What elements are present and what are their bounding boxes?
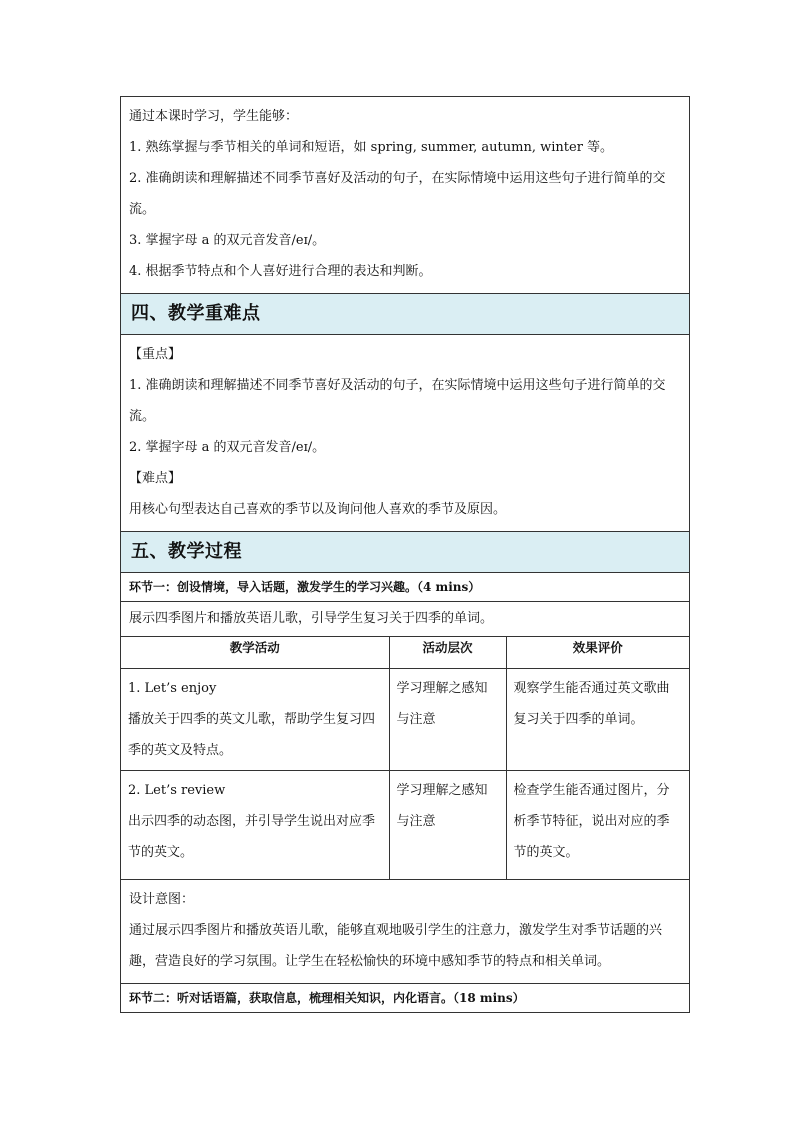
evaluation-text: 检查学生能否通过图片，分析季节特征，说出对应的季节的英文。	[513, 783, 670, 860]
column-header: 活动层次	[389, 637, 506, 669]
section-heading-key-points: 四、教学重难点	[121, 294, 689, 335]
level-cell	[389, 669, 506, 771]
objectives-intro: 通过本课时学习，学生能够：	[129, 109, 299, 124]
phase-1-title: 环节一：创设情境，导入话题，激发学生的学习兴趣。（4 mins）	[121, 573, 689, 602]
objective-item: 3. 掌握字母 a 的双元音发音/eɪ/。	[129, 233, 326, 248]
difficulty-label: 【难点】	[129, 471, 182, 486]
activity-cell	[121, 771, 389, 880]
activity-level: 学习理解之感知与注意	[396, 681, 488, 727]
level-cell	[389, 771, 506, 880]
difficulty-text: 用核心句型表达自己喜欢的季节以及询问他人喜欢的季节及原因。	[129, 502, 507, 517]
activity-cell	[121, 669, 389, 771]
key-item: 2. 掌握字母 a 的双元音发音/eɪ/。	[129, 440, 326, 455]
table-row	[121, 669, 689, 771]
design-intent-text: 通过展示四季图片和播放英语儿歌，能够直观地吸引学生的注意力，激发学生对季节话题的兴趣，营造良好的学习氛围。让学生在轻松愉快的环境中感知季节的特点和相关单词。	[129, 923, 663, 969]
activity-description: 播放关于四季的英文儿歌，帮助学生复习四季的英文及特点。	[128, 712, 376, 758]
key-label: 【重点】	[129, 347, 182, 362]
section-heading-process: 五、教学过程	[121, 532, 689, 573]
objectives-block	[121, 97, 689, 294]
objective-item: 4. 根据季节特点和个人喜好进行合理的表达和判断。	[129, 264, 432, 279]
activity-title: 1. Let’s enjoy	[128, 681, 217, 696]
evaluation-cell	[506, 669, 689, 771]
lesson-plan-document	[120, 96, 690, 1013]
column-header: 教学活动	[121, 637, 389, 669]
objective-item: 1. 熟练掌握与季节相关的单词和短语，如 spring, summer, autumn, winter 等。	[129, 140, 614, 155]
key-item: 1. 准确朗读和理解描述不同季节喜好及活动的句子，在实际情境中运用这些句子进行简单的交流。	[129, 378, 666, 424]
design-intent-block	[121, 880, 689, 984]
activity-level: 学习理解之感知与注意	[396, 783, 488, 829]
activity-description: 出示四季的动态图，并引导学生说出对应季节的英文。	[128, 814, 376, 860]
table-header-row	[121, 637, 689, 669]
evaluation-cell	[506, 771, 689, 880]
design-intent-label: 设计意图：	[129, 892, 195, 907]
activity-title: 2. Let’s review	[128, 783, 226, 798]
phase-2-title: 环节二：听对话语篇，获取信息，梳理相关知识，内化语言。（18 mins）	[121, 984, 689, 1013]
column-header: 效果评价	[506, 637, 689, 669]
evaluation-text: 观察学生能否通过英文歌曲复习关于四季的单词。	[513, 681, 670, 727]
table-row	[121, 771, 689, 880]
phase-1-description: 展示四季图片和播放英语儿歌，引导学生复习关于四季的单词。	[121, 602, 689, 637]
objective-item: 2. 准确朗读和理解描述不同季节喜好及活动的句子，在实际情境中运用这些句子进行简单的交流。	[129, 171, 666, 217]
key-points-block	[121, 335, 689, 532]
activity-table	[121, 637, 689, 880]
